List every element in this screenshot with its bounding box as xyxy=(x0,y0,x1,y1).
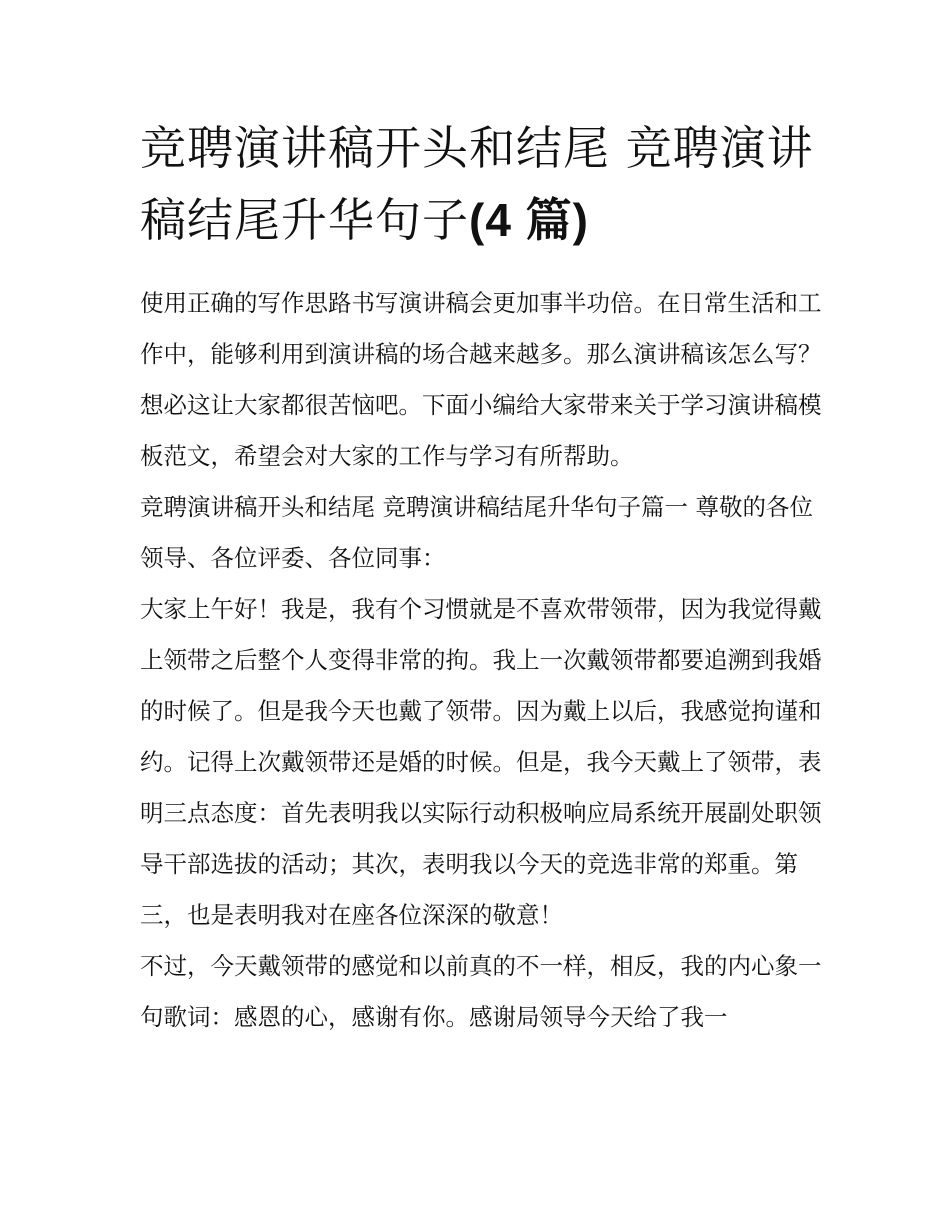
paragraph-greeting: 大家上午好！我是，我有个习惯就是不喜欢带领带，因为我觉得戴上领带之后整个人变得非常的拘。我上一次戴领带都要追溯到我婚的时候了。但是我今天也戴了领带。因为戴上以后，我感觉拘谨和约。记得上次戴领带还是婚的时候。但是，我今天戴上了领带，表明三点态度：首先表明我以实际行动积极响应局系统开展副处职领导干部选拔的活动；其次，表明我以今天的竞选非常的郑重。第三，也是表明我对在座各位深深的敬意！ xyxy=(140,595,822,929)
paragraph-salutation: 竞聘演讲稿开头和结尾 竞聘演讲稿结尾升华句子篇一 尊敬的各位领导、各位评委、各位同事： xyxy=(140,493,813,572)
document-title xyxy=(140,112,820,256)
paragraph-intro: 使用正确的写作思路书写演讲稿会更加事半功倍。在日常生活和工作中，能够利用到演讲稿的场合越来越多。那么演讲稿该怎么写？想必这让大家都很苦恼吧。下面小编给大家带来关于学习演讲稿模板范文，希望会对大家的工作与学习有所帮助。 xyxy=(140,289,822,470)
paragraph-thanks: 不过，今天戴领带的感觉和以前真的不一样，相反，我的内心象一句歌词：感恩的心，感谢有你。感谢局领导今天给了我一 xyxy=(140,952,822,1031)
document-body xyxy=(140,278,830,1043)
title-text: 竞聘演讲稿开头和结尾 竞聘演讲稿结尾升华句子 xyxy=(140,121,814,247)
title-count: (4 篇) xyxy=(469,194,589,246)
